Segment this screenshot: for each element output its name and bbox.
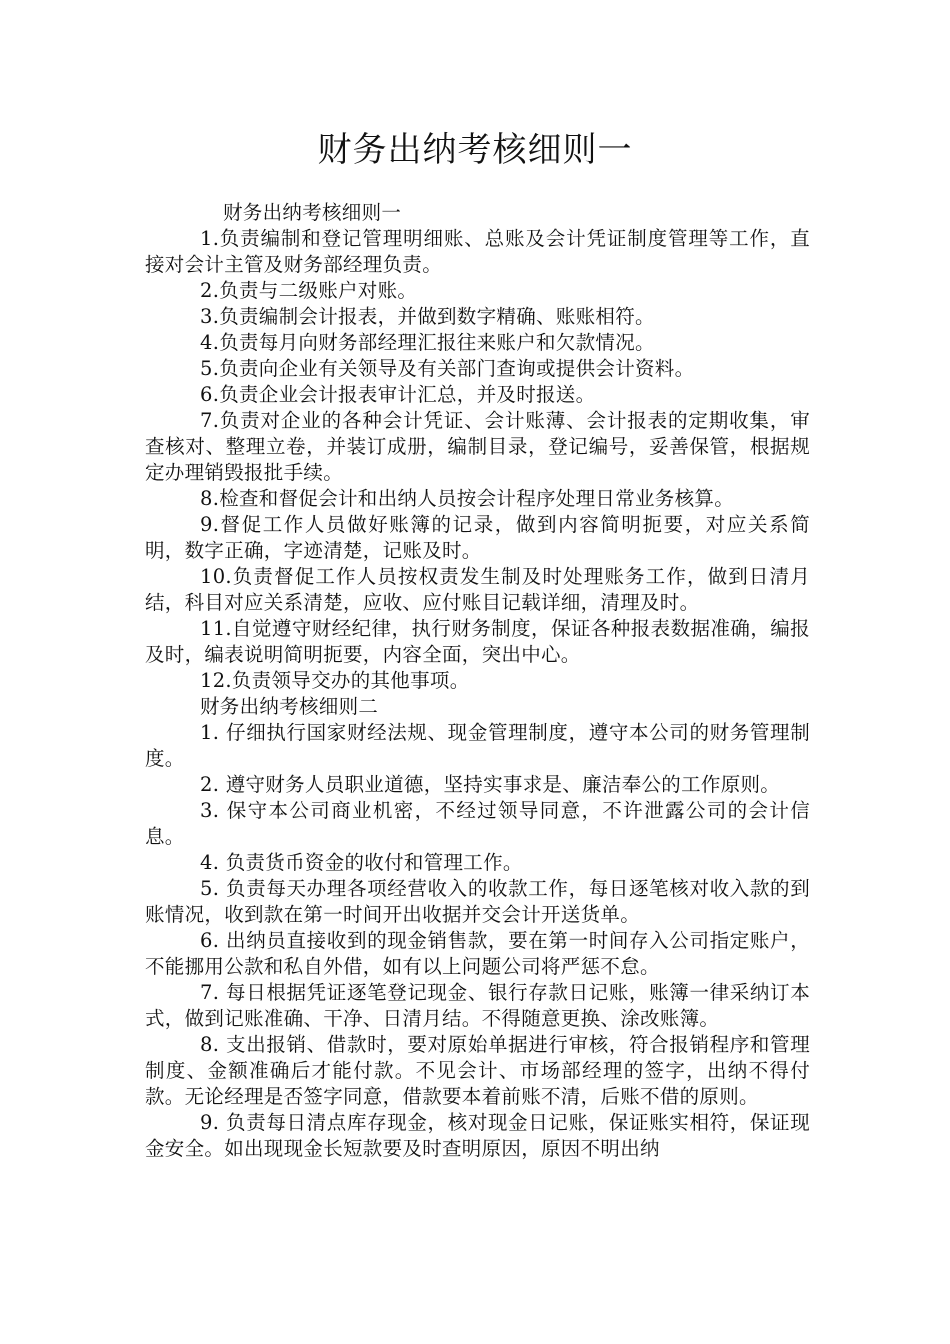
paragraph: 5.负责向企业有关领导及有关部门查询或提供会计资料。 [200, 357, 695, 380]
paragraph: 5. 负责每天办理各项经营收入的收款工作，每日逐笔核对收入款的到账情况，收到款在第一时间开出收据并交会计开送货单。 [145, 877, 810, 926]
page-title: 财务出纳考核细则一 [317, 130, 633, 170]
paragraph: 7.负责对企业的各种会计凭证、会计账薄、会计报表的定期收集，审查核对、整理立卷，并装订成册，编制目录，登记编号，妥善保管，根据规定办理销毁报批手续。 [145, 409, 810, 484]
paragraph: 4. 负责货币资金的收付和管理工作。 [200, 851, 523, 874]
paragraph: 6. 出纳员直接收到的现金销售款，要在第一时间存入公司指定账户，不能挪用公款和私自外借，如有以上问题公司将严惩不怠。 [145, 929, 810, 978]
paragraph: 2. 遵守财务人员职业道德，坚持实事求是、廉洁奉公的工作原则。 [200, 773, 781, 796]
section-heading: 财务出纳考核细则二 [200, 695, 379, 718]
paragraph: 3.负责编制会计报表，并做到数字精确、账账相符。 [200, 305, 655, 328]
paragraph: 8. 支出报销、借款时，要对原始单据进行审核，符合报销程序和管理制度、金额准确后才能付款。不见会计、市场部经理的签字，出纳不得付款。无论经理是否签字同意，借款要本着前账不清，后账不借的原则。 [145, 1033, 810, 1108]
document-body [145, 200, 810, 1162]
paragraph: 1. 仔细执行国家财经法规、现金管理制度，遵守本公司的财务管理制度。 [145, 721, 810, 770]
section-heading: 财务出纳考核细则一 [223, 201, 402, 224]
paragraph: 4.负责每月向财务部经理汇报往来账户和欠款情况。 [200, 331, 655, 354]
paragraph: 11.自觉遵守财经纪律，执行财务制度，保证各种报表数据准确，编报及时，编表说明简明扼要，内容全面，突出中心。 [145, 617, 810, 666]
paragraph: 2.负责与二级账户对账。 [200, 279, 418, 302]
paragraph: 8.检查和督促会计和出纳人员按会计程序处理日常业务核算。 [200, 487, 735, 510]
paragraph: 1.负责编制和登记管理明细账、总账及会计凭证制度管理等工作，直接对会计主管及财务部经理负责。 [145, 227, 810, 276]
paragraph: 9. 负责每日清点库存现金，核对现金日记账，保证账实相符，保证现金安全。如出现现金长短款要及时查明原因，原因不明出纳 [145, 1111, 810, 1160]
paragraph: 9.督促工作人员做好账簿的记录，做到内容简明扼要，对应关系简明，数字正确，字迹清楚，记账及时。 [145, 513, 810, 562]
paragraph: 7. 每日根据凭证逐笔登记现金、银行存款日记账，账簿一律采纳订本式，做到记账准确、干净、日清月结。不得随意更换、涂改账簿。 [145, 981, 810, 1030]
paragraph: 3. 保守本公司商业机密，不经过领导同意，不许泄露公司的会计信息。 [145, 799, 810, 848]
paragraph: 10.负责督促工作人员按权责发生制及时处理账务工作，做到日清月结，科目对应关系清楚，应收、应付账目记载详细，清理及时。 [145, 565, 810, 614]
paragraph: 6.负责企业会计报表审计汇总，并及时报送。 [200, 383, 596, 406]
paragraph: 12.负责领导交办的其他事项。 [200, 669, 470, 692]
